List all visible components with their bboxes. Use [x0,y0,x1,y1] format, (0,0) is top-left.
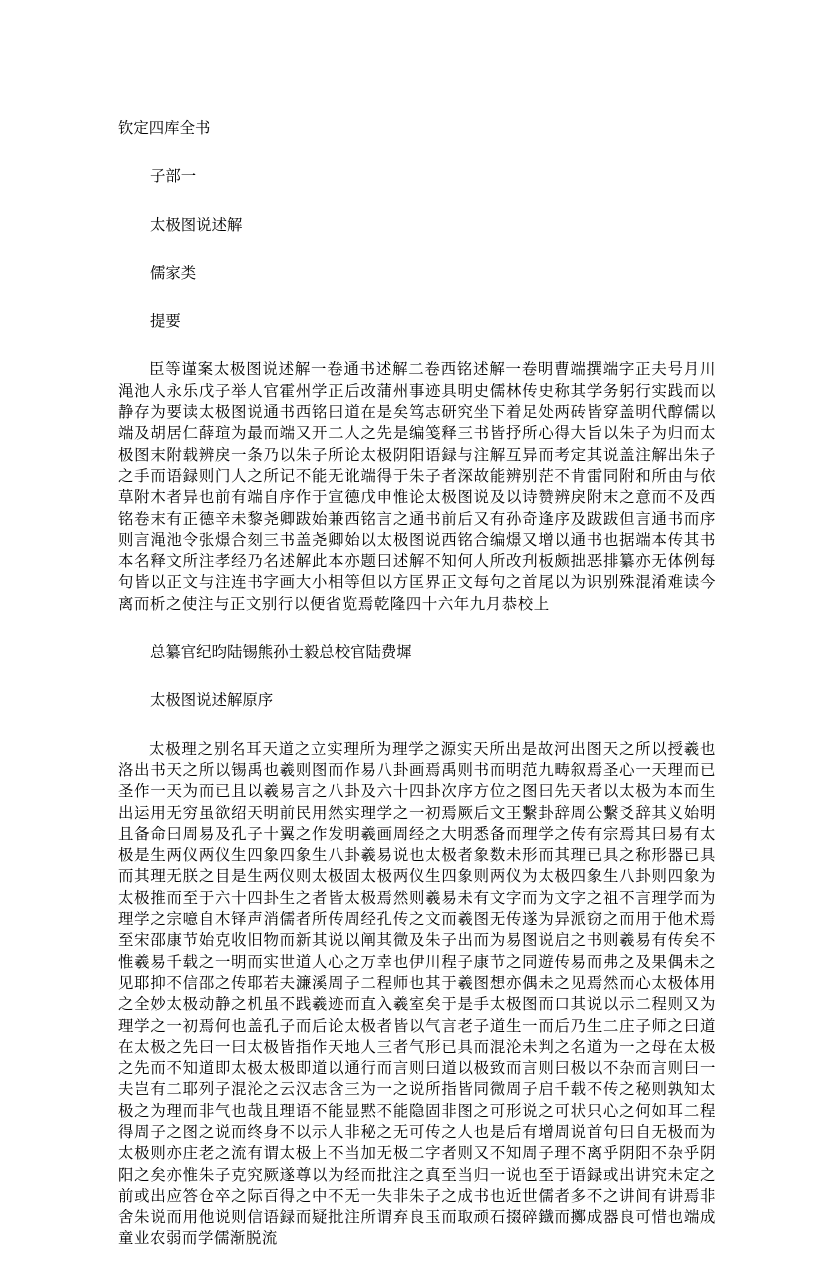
summary-heading: 提要 [150,312,181,331]
preface-heading: 太极图说述解原序 [150,691,274,710]
summary-paragraph: 臣等谨案太极图说述解一卷通书述解二卷西铭述解一卷明曹端撰端字正夫号月川渑池人永乐戊子举人官霍州学正后改蒲州事迹具明史儒林传史称其学务躬行实践而以静存为要读太极图说通书西铭曰道在是矣笃志研究坐下着足处两砖皆穿盖明代醇儒以端及胡居仁薛瑄为最而端又开二人之先是编笺释三书皆抒所心得大旨以朱子为归而太极图末附载辨戾一条乃以朱子所论太极阴阳语録与注解互异而考定其说盖注解出朱子之手而语録则门人之所记不能无讹端得于朱子者深故能辨别茫不肯雷同附和所由与依草附木者异也前有端自序作于宣德戊申惟论太极图说及以诗赞辨戾附末之意而不及西铭卷末有正德辛未黎尧卿跋始兼西铭言之通书前后又有孙奇逢序及跋跋但言通书而序则言渑池令张燝合刻三书盖尧卿始以太极图说西铭合编燝又增以通书也据端本传其书本名释文所注孝经乃名述解此本亦题曰述解不知何人所改刋板颇拙恶排纂亦无体例每句皆以正文与注连书字画大小相等但以方匡界正文每句之首尾以为识别殊混淆难读今离而析之使注与正文别行以便省览焉乾隆四十六年九月恭校上 [118,360,716,613]
section-label: 子部一 [150,167,197,186]
book-title: 太极图说述解 [150,215,243,234]
preface-paragraph: 太极理之别名耳天道之立实理所为理学之源实天所出是故河出图天之所以授羲也洛出书天之所以锡禹也羲则图而作易八卦画焉禹则书而明范九畴叙焉圣心一天理而已圣作一天为而已且以羲易言之八卦及六十四卦次序方位之图曰先天者以太极为本而生出运用无穷虽欲绍天明前民用然实理学之一初焉厥后文王繫卦辞周公繫爻辞其义始明且备命曰周易及孔子十翼之作发明羲画周经之大明悉备而理学之传有宗焉其曰易有太极是生两仪两仪生四象四象生八卦羲易说也太极者象数未形而其理已具之称形器已具而其理无朕之目是生两仪则太极固太极两仪生四象则两仪为太极四象生八卦则四象为太极推而至于六十四卦生之者皆太极焉然则羲易未有文字而为文字之祖不言理学而为理学之宗噫自木铎声消儒者所传周经孔传之文而羲图无传遂为异派窃之而用于他术焉至宋邵康节始克收旧物而新其说以阐其微及朱子出而为易图说启之书则羲易有传矣不惟羲易千载之一明而实世道人心之万幸也伊川程子康节之同遊传易而弗之及果偶未之见耶抑不信邵之传耶若夫濂溪周子二程师也其于羲图想亦偶未之见焉然而心太极体用之全妙太极动静之机虽不践羲迹而直入羲室矣于是手太极图而口其说以示二程则又为理学之一初焉何也盖孔子而后论太极者皆以气言老子道生一而后乃生二庄子师之曰道在太极之先曰一曰太极皆指作天地人三者气形已具而混沦未判之名道为一之母在太极之先而不知道即太极太极即道以通行而言则曰道以极致而言则曰极以不杂而言则曰一夫岂有二耶列子混沦之云汉志含三为一之说所指皆同微周子启千载不传之秘则孰知太极之为理而非气也哉且理语不能显黙不能隐固非图之可形说之可状只心之何如耳二程得周子之图之说而终身不以示人非秘之无可传之人也是后有增周说首句曰自无极而为太极则亦庄老之流有谓太极上不当加无极二字者则又不知周子理不离乎阴阳不杂乎阴阳之矣亦惟朱子克究厥遂尊以为经而批注之真至当归一说也至于语録或出讲究未定之前或出应答仓卒之际百得之中不无一失非朱子之成书也近世儒者多不之讲间有讲焉非舍朱说而用他说则信语録而疑批注所谓弃良玉而取顽石掇碎鐡而擲成器良可惜也端成童业农弱而学儒渐脱流 [118,739,716,1248]
category-label: 儒家类 [150,263,197,282]
document-page [118,118,716,1277]
compilers-line: 总纂官纪昀陆锡熊孙士毅总校官陆费墀 [150,643,412,662]
collection-title: 钦定四库全书 [118,119,211,137]
